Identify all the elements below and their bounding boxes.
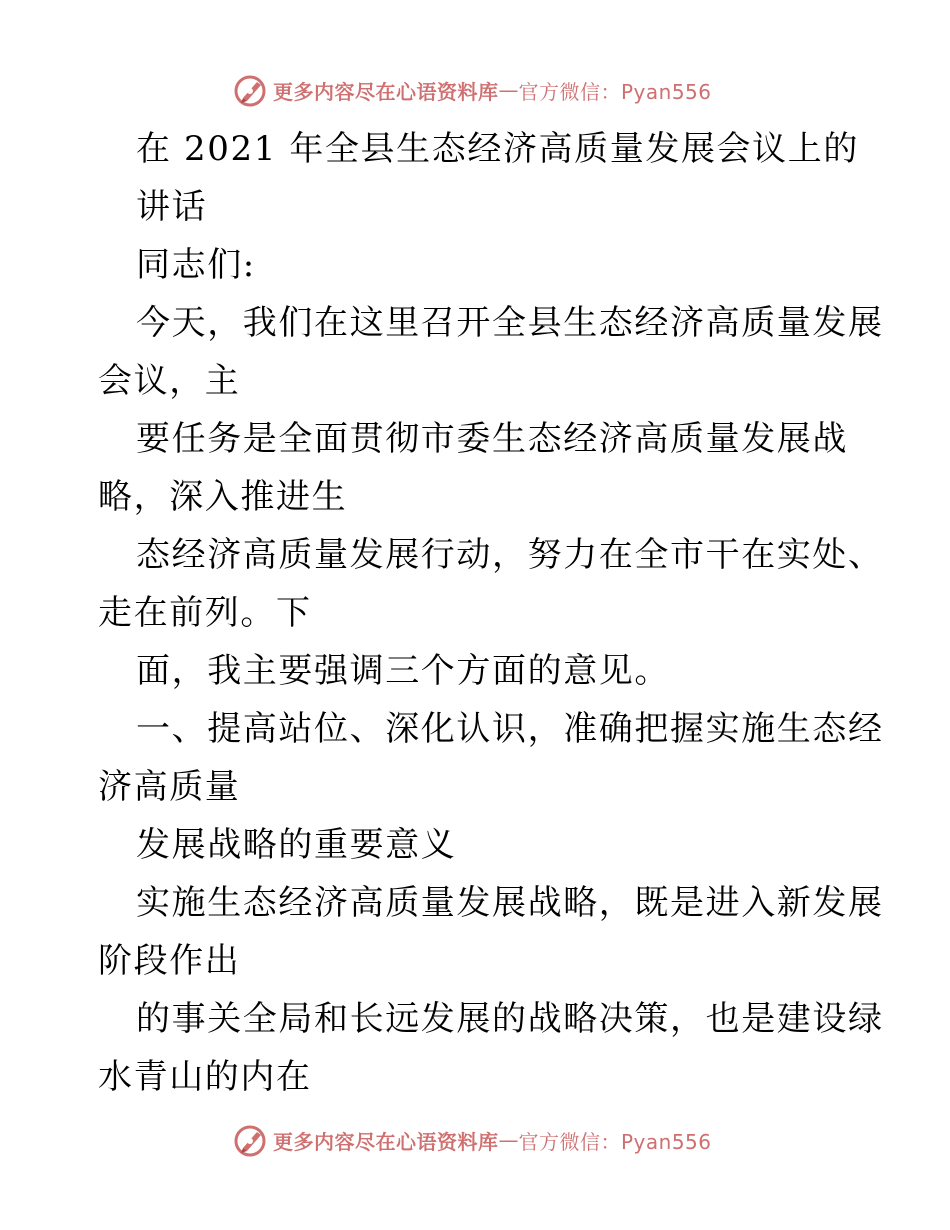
watermark-wechat-text: 官方微信：Pyan556 [518,79,712,104]
doc-title-line-2: 讲话 [136,187,208,227]
watermark-separator: — [498,78,519,102]
paragraph-line: 态经济高质量发展行动，努力在全市干在实处、 [136,535,884,575]
paragraph-line: 今天，我们在这里召开全县生态经济高质量发展 [136,303,884,343]
paragraph-line: 水青山的内在 [98,1057,312,1097]
paragraph-line: 面，我主要强调三个方面的意见。 [136,651,670,691]
paragraph-line: 略，深入推进生 [98,477,348,517]
watermark-separator: — [498,1128,519,1152]
watermark-main-text: 更多内容尽在心语资料库 [273,79,499,104]
paragraph-line: 阶段作出 [98,941,241,981]
footer-watermark [233,1120,712,1160]
header-watermark [233,70,712,110]
document-body [98,120,884,1106]
paragraph-line: 要任务是全面贯彻市委生态经济高质量发展战 [136,419,848,459]
paragraph-line: 走在前列。下 [98,593,312,633]
salutation: 同志们: [136,245,256,285]
pen-logo-icon [233,1122,269,1158]
doc-title-line-1: 在 2021 年全县生态经济高质量发展会议上的 [136,129,859,169]
watermark-wechat-text: 官方微信：Pyan556 [518,1129,712,1154]
pen-logo-icon [233,72,269,108]
section-heading-line: 济高质量 [98,767,241,807]
paragraph-line: 实施生态经济高质量发展战略，既是进入新发展 [136,883,884,923]
section-heading-line: 一、提高站位、深化认识，准确把握实施生态经 [136,709,884,749]
paragraph-line: 会议，主 [98,361,241,401]
paragraph-line: 的事关全局和长远发展的战略决策，也是建设绿 [136,999,884,1039]
watermark-main-text: 更多内容尽在心语资料库 [273,1129,499,1154]
section-heading-line: 发展战略的重要意义 [136,825,457,865]
